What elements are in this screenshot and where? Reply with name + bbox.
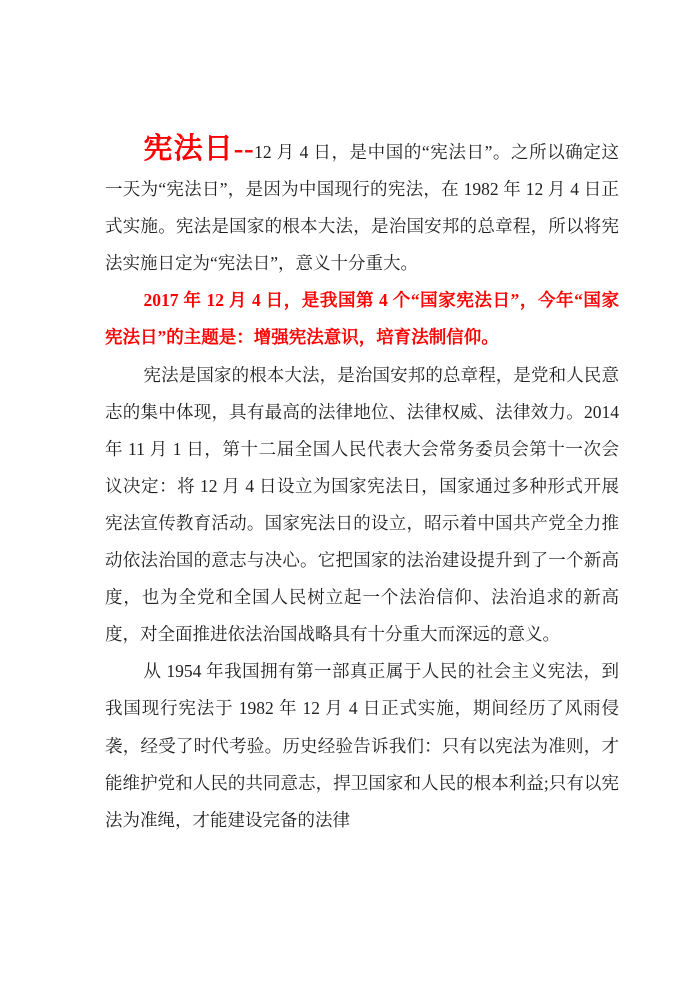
intro-paragraph xyxy=(105,131,619,282)
document-content xyxy=(105,131,619,839)
body-paragraph-1: 宪法是国家的根本大法，是治国安邦的总章程，是党和人民意志的集中体现，具有最高的法律地位、法律权威、法律效力。2014 年 11 月 1 日，第十二届全国人民代表大会常务委员会第十一次会议决定：将 12 月 4 日设立为国家宪法日，国家通过多种形式开展宪法宣传教育活动。国家宪法日的设立，昭示着中国共产党全力推动依法治国的意志与决心。它把国家的法治建设提升到了一个新高度，也为全党和全国人民树立起一个法治信仰、法治追求的新高度，对全面推进依法治国战略具有十分重大而深远的意义。 xyxy=(105,364,619,645)
intro-paragraph-text: 12 月 4 日，是中国的“宪法日”。之所以确定这一天为“宪法日”，是因为中国现行的宪法，在 1982 年 12 月 4 日正式实施。宪法是国家的根本大法，是治国安邦的总章程，所以将宪法实施日定为“宪法日”，意义十分重大。 xyxy=(105,142,619,274)
doc-title: 宪法日-- xyxy=(143,133,255,165)
body-paragraph-2: 从 1954 年我国拥有第一部真正属于人民的社会主义宪法，到我国现行宪法于 1982 年 12 月 4 日正式实施，期间经历了风雨侵袭，经受了时代考验。历史经验告诉我们：只有以宪法为准则，才能维护党和人民的共同意志，捍卫国家和人民的根本利益;只有以宪法为准绳，才能建设完备的法律 xyxy=(105,661,619,830)
highlight-paragraph: 2017 年 12 月 4 日，是我国第 4 个“国家宪法日”，今年“国家宪法日”的主题是：增强宪法意识，培育法制信仰。 xyxy=(105,290,619,348)
